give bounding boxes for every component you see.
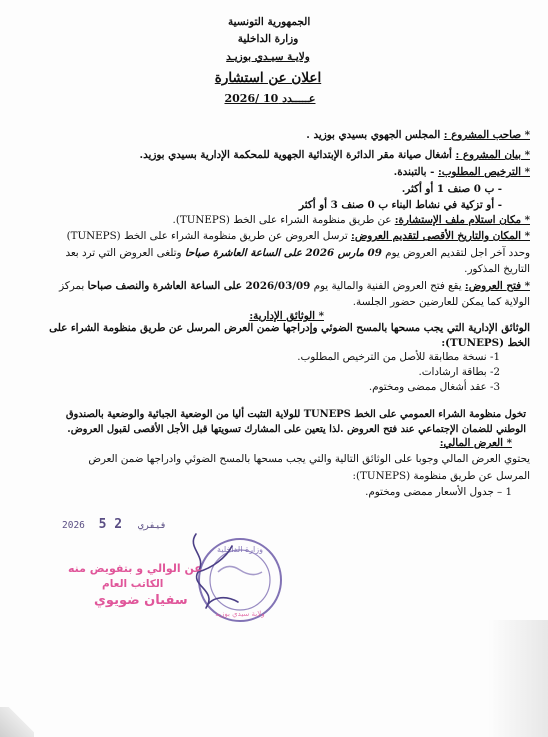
date-stamp-year: 2026 xyxy=(62,520,85,531)
tuneps-note-line-2: الوطني للضمان الإجتماعي عند فتح العروض .لذا يتعين على المشارك تسويتها قبل الأجل الأقصى لقبول العروض. xyxy=(67,424,526,435)
svg-text:ولاية سيدي بوزيد: ولاية سيدي بوزيد xyxy=(215,610,265,618)
deadline-date: 09 مارس 2026 على الساعة العاشرة صباحا xyxy=(184,247,382,259)
date-stamp-day: 2 5 xyxy=(98,517,123,532)
admin-docs-intro-2: الخط (TUNEPS): xyxy=(441,337,530,349)
opening-value-1c: بمركز xyxy=(59,280,88,292)
page-corner-shadow xyxy=(0,707,34,737)
admin-doc-item-3: 3- عقد أشغال ممضى ومختوم. xyxy=(368,381,500,393)
opening-line-2: الولاية كما يمكن للعارضين حضور الجلسة. xyxy=(352,296,530,308)
deadline-value-2c: وتلغى العروض التي ترد بعد xyxy=(65,247,185,259)
deadline-line-3: التاريخ المذكور. xyxy=(464,263,530,275)
deadline-value-1: ترسل العروض عن طريق منظومة الشراء على الخط (TUNEPS) xyxy=(66,230,352,242)
financial-line-1: يحتوي العرض المالي وجوبا على الوثائق التالية والتي يجب مسحها بالمسح الضوئي وادراجها ضمن العرض xyxy=(88,453,530,465)
license-option-1: - ب 0 صنف 1 أو أكثر. xyxy=(401,183,502,195)
deadline-line-1 xyxy=(67,230,530,242)
tuneps-note-line-1: تخول منظومة الشراء العمومي على الخط TUNEPS للولاية التثبت أليا من الوضعية الجبائية والوضعية بالصندوق xyxy=(65,409,526,420)
project-owner-line xyxy=(306,129,530,141)
opening-date: 2026/03/09 على الساعة العاشرة والنصف صباحا xyxy=(87,280,311,292)
financial-item-1: 1 – جدول الأسعار ممضى ومختوم. xyxy=(365,486,512,498)
required-license-value: - بالتبندة. xyxy=(393,166,438,178)
opening-line-1 xyxy=(59,280,530,292)
republic-header: الجمهورية التونسية xyxy=(228,16,311,28)
required-license-label: * الترخيص المطلوب: xyxy=(437,166,530,178)
file-receipt-label: * مكان استلام ملف الإستشارة: xyxy=(394,214,530,226)
admin-doc-item-2: 2- بطاقة ارشادات. xyxy=(418,366,500,378)
signatory-line-3: سفيان ضويوي xyxy=(94,593,188,608)
admin-docs-intro-1: الوثائق الإدارية التي يجب مسحها بالمسح الضوئي وإدراجها ضمن العرض المرسل عن طريق منظومة الشراء على xyxy=(49,322,530,334)
project-description-line xyxy=(140,149,531,161)
license-option-2: - أو تزكية في نشاط البناء ب 0 صنف 3 أو أكثر xyxy=(299,199,502,211)
document-title: اعلان عن استشارة xyxy=(214,70,322,86)
project-description-label: * بيان المشروع : xyxy=(455,149,530,161)
deadline-line-2 xyxy=(65,247,530,259)
ministry-header: وزارة الداخلية xyxy=(237,33,299,45)
signatory-line-1: عن الوالي و بتفويض منه xyxy=(68,562,202,575)
svg-text:وزارة الداخلية: وزارة الداخلية xyxy=(217,545,263,554)
financial-line-2: المرسل عن طريق منظومة (TUNEPS): xyxy=(352,470,530,482)
opening-value-1a: يقع فتح العروض الفنية والمالية يوم xyxy=(310,280,465,292)
date-stamp-month: فيفري xyxy=(137,520,167,531)
project-description-value: أشغال صيانة مقر الدائرة الإبتدائية الجهوية للمحكمة الإدارية بسيدي بوزيد. xyxy=(139,149,456,161)
file-receipt-line xyxy=(173,214,530,226)
signatory-line-2: الكاتب العام xyxy=(102,578,164,590)
page-edge-shadow xyxy=(488,620,548,737)
file-receipt-value: عن طريق منظومة الشراء على الخط (TUNEPS). xyxy=(172,214,395,226)
project-owner-value: المجلس الجهوي بسيدي بوزيد . xyxy=(306,129,444,141)
deadline-value-2a: وحدد آخر اجل لتقديم العروض يوم xyxy=(381,247,530,259)
financial-heading: * العرض المالي: xyxy=(439,437,512,449)
project-owner-label: * صاحب المشروع : xyxy=(443,129,530,141)
admin-docs-heading: * الوثائق الإدارية: xyxy=(249,310,324,322)
deadline-label: * المكان والتاريخ الأقصى لتقديم العروض: xyxy=(351,230,530,242)
required-license-line xyxy=(394,166,530,178)
document-number: عـــــدد 10 /2026 xyxy=(224,92,316,105)
date-stamp xyxy=(62,517,166,532)
opening-label: * فتح العروض: xyxy=(464,280,530,292)
wilaya-header: ولايـة سيـدي بوزيـد xyxy=(226,51,310,63)
admin-doc-item-1: 1- نسخة مطابقة للأصل من الترخيص المطلوب. xyxy=(297,351,500,363)
